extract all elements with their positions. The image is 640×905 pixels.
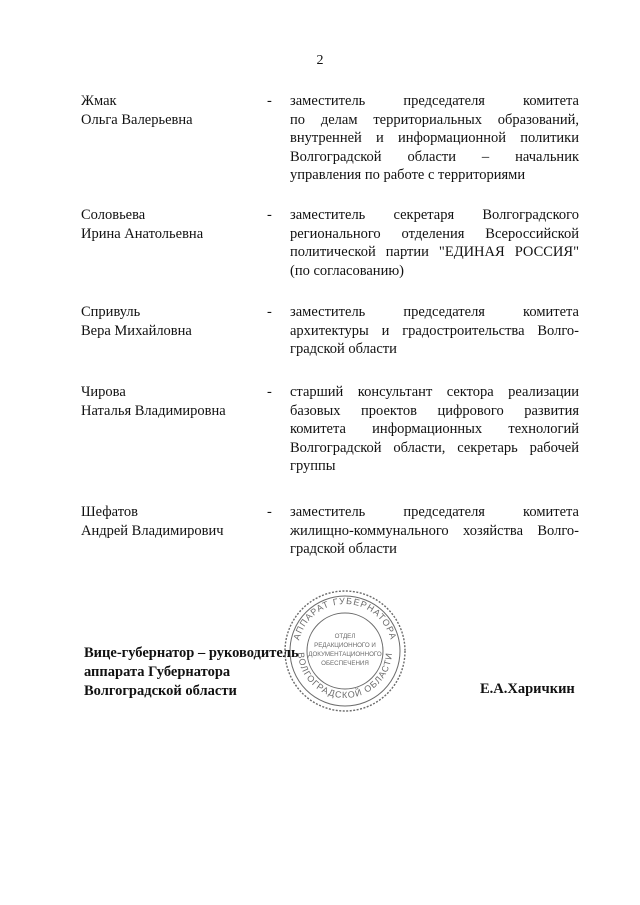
stamp-arc-text-top: АППАРАТ ГУБЕРНАТОРА — [291, 595, 399, 642]
member-name — [81, 303, 261, 340]
position-line: Волгоградской области – начальник — [290, 148, 579, 165]
dash: - — [267, 504, 272, 520]
position-line: заместитель председателя комитета — [290, 504, 579, 520]
member-name — [81, 206, 261, 243]
member-surname: Жмак — [81, 93, 117, 109]
position-line: политической партии "ЕДИНАЯ РОССИЯ" — [290, 244, 579, 260]
stamp-arc-text-bottom: ВОЛГОГРАДСКОЙ ОБЛАСТИ — [295, 651, 395, 701]
member-surname: Соловьева — [81, 207, 146, 223]
position-line: жилищно-коммунального хозяйства Волго- — [290, 522, 579, 539]
position-line: архитектуры и градостроительства Волго- — [290, 322, 579, 339]
signatory-title-line: Вице-губернатор – руководитель — [84, 645, 299, 661]
member-position — [290, 503, 579, 559]
position-line: градской области — [290, 341, 397, 357]
member-given-name: Вера Михайловна — [81, 322, 192, 339]
dash: - — [267, 93, 272, 109]
member-position — [290, 383, 579, 476]
position-line: заместитель секретаря Волгоградского — [290, 207, 579, 223]
signatory-title — [84, 644, 299, 701]
svg-text:ОТДЕЛ: ОТДЕЛ — [334, 633, 356, 640]
signatory-title-line: аппарата Губернатора — [84, 664, 231, 680]
member-position — [290, 92, 579, 185]
position-line: заместитель председателя комитета — [290, 93, 579, 109]
official-stamp — [282, 588, 408, 714]
svg-text:ДОКУМЕНТАЦИОННОГО: ДОКУМЕНТАЦИОННОГО — [308, 651, 382, 658]
position-line: управления по работе с территориями — [290, 167, 526, 183]
position-line: Волгоградской области, секретарь рабочей — [290, 439, 579, 456]
member-given-name: Ольга Валерьевна — [81, 111, 193, 128]
position-line: комитета информационных технологий — [290, 421, 579, 437]
position-line: группы — [290, 458, 336, 474]
page-number: 2 — [316, 53, 324, 68]
position-line: градской области — [290, 541, 397, 557]
svg-text:ОБЕСПЕЧЕНИЯ: ОБЕСПЕЧЕНИЯ — [321, 660, 369, 667]
svg-text:РЕДАКЦИОННОГО И: РЕДАКЦИОННОГО И — [314, 642, 376, 649]
member-surname: Чирова — [81, 384, 126, 400]
signatory-title-line: Волгоградской области — [84, 683, 237, 699]
member-name — [81, 383, 261, 420]
stamp-center-text — [308, 633, 382, 667]
member-surname: Спривуль — [81, 304, 141, 320]
member-position — [290, 303, 579, 359]
position-line: регионального отделения Всероссийской — [290, 225, 579, 242]
dash: - — [267, 207, 272, 223]
member-given-name: Наталья Владимировна — [81, 402, 226, 419]
dash: - — [267, 304, 272, 320]
member-given-name: Андрей Владимирович — [81, 522, 224, 539]
position-line: по делам территориальных образований, — [290, 111, 579, 128]
signatory-name: Е.А.Харичкин — [480, 681, 575, 697]
member-position — [290, 206, 579, 280]
position-line: старший консультант сектора реализации — [290, 384, 579, 400]
position-line: (по согласованию) — [290, 262, 404, 279]
position-line: внутренней и информационной политики — [290, 130, 579, 146]
position-line: заместитель председателя комитета — [290, 304, 579, 320]
member-name — [81, 503, 261, 540]
member-name — [81, 92, 261, 129]
position-line: базовых проектов цифрового развития — [290, 402, 579, 419]
member-surname: Шефатов — [81, 504, 138, 520]
member-given-name: Ирина Анатольевна — [81, 225, 204, 242]
dash: - — [267, 384, 272, 400]
